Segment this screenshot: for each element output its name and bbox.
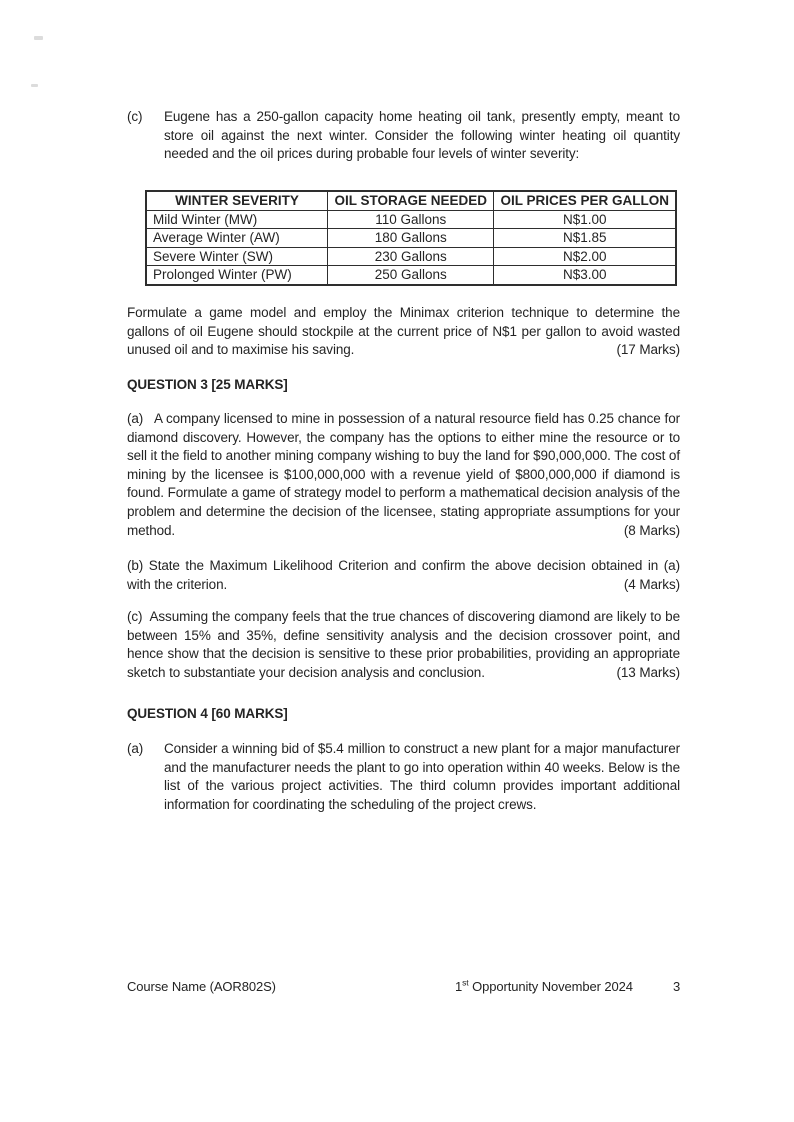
cell-severity: Severe Winter (SW): [146, 247, 328, 266]
question4-heading: QUESTION 4 [60 MARKS]: [127, 706, 288, 721]
marks-8: (8 Marks): [618, 522, 680, 541]
marks-4: (4 Marks): [618, 576, 680, 595]
scan-artifact: [34, 36, 43, 40]
question3-part-c: [127, 608, 680, 682]
question3-part-b: [127, 557, 680, 594]
table-row: [146, 247, 676, 266]
question3-part-b-text: (b) State the Maximum Likelihood Criterion and confirm the above decision obtained in (a) with the criterion.: [127, 558, 680, 592]
marks-13: (13 Marks): [610, 664, 680, 683]
cell-storage: 110 Gallons: [328, 210, 494, 229]
cell-severity: Mild Winter (MW): [146, 210, 328, 229]
question4-part-a-text: Consider a winning bid of $5.4 million to construct a new plant for a major manufacturer and the manufacturer needs the plant to go into operation within 40 weeks. Below is the list of the various project activities. The third column provides important additional information for coordinating the scheduling of the project crews.: [164, 741, 680, 812]
cell-storage: 230 Gallons: [328, 247, 494, 266]
scan-artifact: [31, 84, 38, 87]
cell-severity: Prolonged Winter (PW): [146, 266, 328, 285]
oil-table-wrapper: [145, 190, 677, 286]
question4-part-a: [127, 740, 680, 814]
marks-17: (17 Marks): [610, 341, 680, 360]
question3-part-a: [127, 410, 680, 540]
footer-opportunity-rest: Opportunity November 2024: [468, 979, 633, 994]
question3-heading: QUESTION 3 [25 MARKS]: [127, 377, 288, 392]
table-row: [146, 266, 676, 285]
cell-storage: 250 Gallons: [328, 266, 494, 285]
question3-part-a-text: (a) A company licensed to mine in possession of a natural resource field has 0.25 chance for diamond discovery. However, the company has the options to either mine the resource or to sell it the field to another mining company wishing to buy the land for $90,000,000. The cost of mining by the licensee is $100,000,000 with a revenue yield of $800,000,000 if diamond is found. Formulate a game of strategy model to perform a mathematical decision analysis of the problem and determine the decision of the licensee, stating appropriate assumptions for your method.: [127, 411, 680, 538]
formulate-text: Formulate a game model and employ the Minimax criterion technique to determine the gallons of oil Eugene should stockpile at the current price of N$1 per gallon to avoid wasted unused oil and to maximise his saving.: [127, 305, 680, 358]
footer-opportunity-number: 1: [455, 979, 463, 994]
question3-part-c-text: (c) Assuming the company feels that the true chances of discovering diamond are likely to be between 15% and 35%, define sensitivity analysis and the decision crossover point, and hence show that the decision is sensitive to these prior probabilities, providing an appropriate sketch to substantiate your decision analysis and conclusion.: [127, 609, 680, 680]
table-row: [146, 229, 676, 248]
table-header-row: [146, 191, 676, 210]
footer-opportunity-ordinal: st: [462, 977, 469, 988]
cell-price: N$1.00: [494, 210, 676, 229]
footer-opportunity: [455, 979, 633, 994]
part-c-text: Eugene has a 250-gallon capacity home heating oil tank, presently empty, meant to store oil against the next winter. Consider the following winter heating oil quantity needed and the oil prices during probable four levels of winter severity:: [164, 109, 680, 162]
cell-price: N$2.00: [494, 247, 676, 266]
footer-page-number: 3: [673, 979, 681, 994]
part-c-label: (c): [127, 109, 143, 124]
header-oil-storage: OIL STORAGE NEEDED: [328, 191, 494, 210]
cell-storage: 180 Gallons: [328, 229, 494, 248]
question4-part-a-label: (a): [127, 741, 144, 756]
formulate-paragraph: [127, 304, 680, 360]
header-winter-severity: WINTER SEVERITY: [146, 191, 328, 210]
cell-price: N$3.00: [494, 266, 676, 285]
footer-course-name: Course Name (AOR802S): [127, 979, 276, 994]
part-c-paragraph: [127, 108, 680, 164]
table-row: [146, 210, 676, 229]
cell-severity: Average Winter (AW): [146, 229, 328, 248]
oil-table: [145, 190, 677, 286]
cell-price: N$1.85: [494, 229, 676, 248]
header-oil-prices: OIL PRICES PER GALLON: [494, 191, 676, 210]
